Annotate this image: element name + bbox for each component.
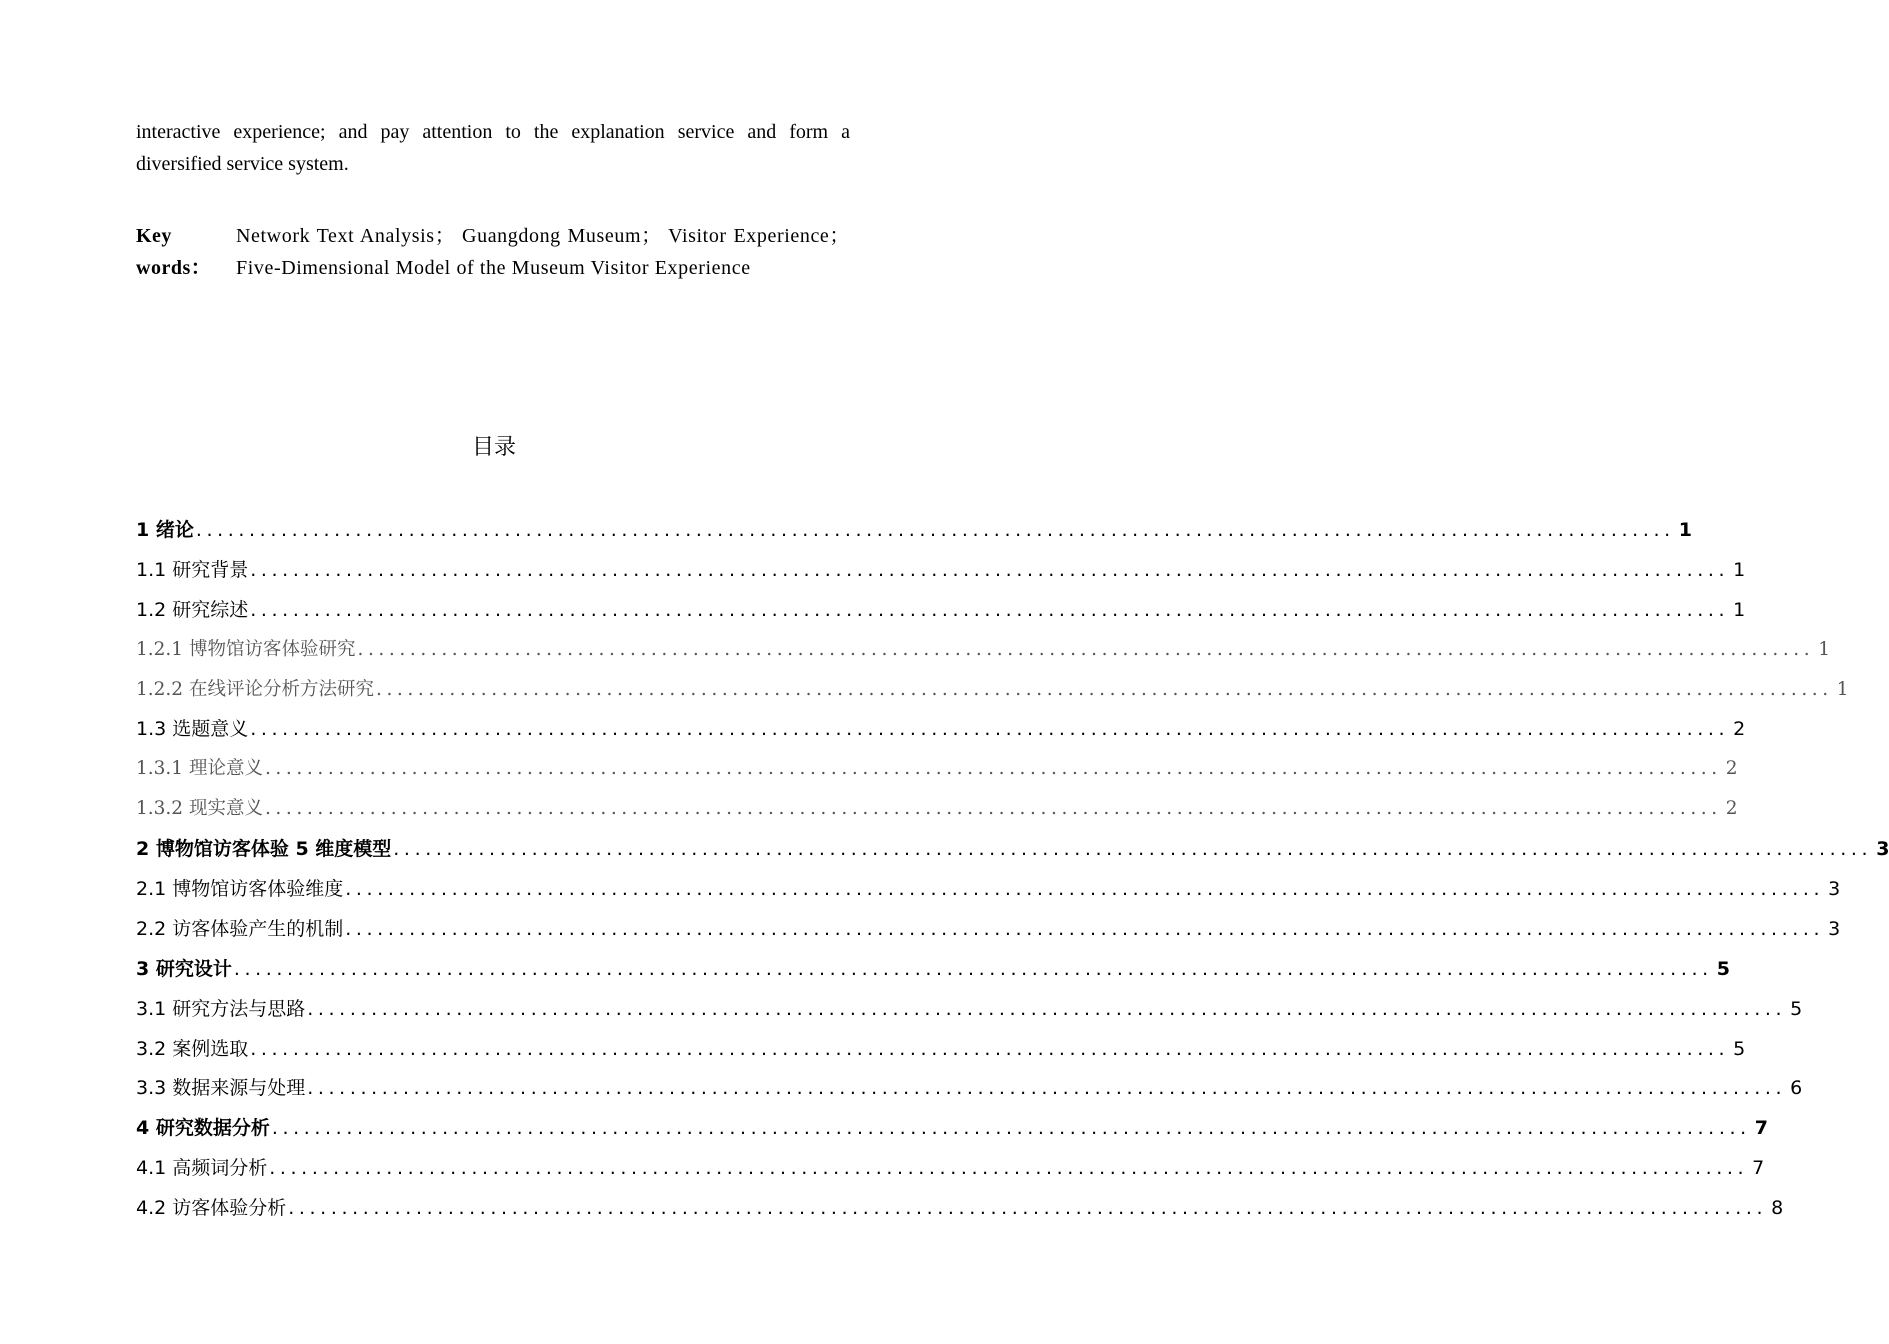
toc-leader-dots: ........................................................................................................................................... [250,598,1730,621]
toc-entry-label: 3.1 研究方法与思路 [136,997,306,1020]
toc-entry-label: 4 研究数据分析 [136,1117,270,1140]
toc-entry[interactable] [136,512,1692,552]
toc-leader-dots: ........................................................................................................................................... [345,878,1825,901]
toc-leader-dots: ........................................................................................................................................... [393,838,1873,861]
toc-entry-page-number: 3 [1828,917,1841,940]
toc-entry-page-number: 5 [1716,957,1730,980]
toc-entry[interactable] [136,831,1889,871]
toc-entry-label: 1.3.1 理论意义 [136,758,263,780]
toc-entry[interactable] [136,1070,1803,1110]
toc-entry-page-number: 5 [1790,997,1803,1020]
toc-leader-dots: ........................................................................................................................................... [357,638,1815,660]
toc-leader-dots: ........................................................................................................................................... [271,1117,1751,1140]
toc-entry[interactable] [136,1110,1768,1150]
toc-entry-page-number: 3 [1828,878,1841,901]
toc-entry[interactable] [136,672,1849,712]
toc-entry-page-number: 7 [1752,1157,1765,1180]
toc-entry-page-number: 1 [1733,558,1746,581]
toc-entry-label: 1 绪论 [136,519,194,541]
toc-leader-dots: ........................................................................................................................................... [250,558,1730,581]
keywords-text: Network Text Analysis； Guangdong Museum； Visitor Experience；Five-Dimensional Model of the Museum Visitor Experience [236,225,850,279]
toc-leader-dots: ........................................................................................................................................... [250,718,1730,741]
toc-leader-dots: ........................................................................................................................................... [264,758,1722,780]
toc-entry-label: 1.2.2 在线评论分析方法研究 [136,678,374,700]
toc-entry[interactable] [136,951,1730,991]
keywords-block [136,220,850,284]
table-of-contents [136,512,1889,1230]
toc-entry-label: 3 研究设计 [136,957,232,980]
toc-entry[interactable] [136,991,1803,1031]
toc-entry-label: 3.2 案例选取 [136,1037,249,1060]
toc-leader-dots: ........................................................................................................................................... [307,997,1787,1020]
toc-entry-page-number: 5 [1733,1037,1746,1060]
toc-entry-page-number: 7 [1754,1117,1768,1140]
toc-entry-page-number: 6 [1790,1077,1803,1100]
toc-entry-label: 2.2 访客体验产生的机制 [136,917,344,940]
toc-entry-label: 1.2 研究综述 [136,598,249,621]
toc-entry[interactable] [136,791,1738,831]
toc-entry-page-number: 8 [1771,1197,1784,1220]
toc-entry-label: 2.1 博物馆访客体验维度 [136,878,344,901]
toc-entry[interactable] [136,1190,1784,1230]
toc-leader-dots: ........................................................................................................................................... [345,917,1825,940]
toc-leader-dots: ........................................................................................................................................... [269,1157,1749,1180]
toc-leader-dots: ........................................................................................................................................... [288,1197,1768,1220]
toc-leader-dots: ........................................................................................................................................... [250,1037,1730,1060]
toc-entry-label: 3.3 数据来源与处理 [136,1077,306,1100]
toc-entry-page-number: 1 [1818,638,1831,660]
toc-entry-page-number: 2 [1733,718,1746,741]
toc-entry-page-number: 1 [1678,519,1692,541]
abstract-paragraph: interactive experience; and pay attention to the explanation service and form a diversified service system. [136,121,850,175]
toc-entry-label: 1.1 研究背景 [136,558,249,581]
toc-entry[interactable] [136,751,1738,791]
toc-leader-dots: ........................................................................................................................................... [375,678,1833,700]
toc-entry-label: 2 博物馆访客体验 5 维度模型 [136,838,392,861]
toc-entry[interactable] [136,911,1841,951]
toc-entry-page-number: 3 [1876,838,1889,861]
toc-entry[interactable] [136,1150,1765,1190]
toc-entry[interactable] [136,552,1746,592]
toc-entry-page-number: 1 [1836,678,1849,700]
toc-entry-page-number: 2 [1725,798,1738,820]
toc-leader-dots: ........................................................................................................................................... [233,957,1713,980]
toc-entry-page-number: 2 [1725,758,1738,780]
toc-entry-label: 1.2.1 博物馆访客体验研究 [136,638,356,660]
toc-leader-dots: ........................................................................................................................................... [307,1077,1787,1100]
toc-entry-label: 1.3.2 现实意义 [136,798,263,820]
toc-title: 目录 [471,435,516,460]
keywords-label: Key words： [136,225,212,279]
toc-entry[interactable] [136,632,1831,672]
toc-entry[interactable] [136,711,1746,751]
toc-leader-dots: ........................................................................................................................................... [264,798,1722,820]
toc-entry[interactable] [136,592,1746,632]
toc-entry-page-number: 1 [1733,598,1746,621]
toc-leader-dots: ........................................................................................................................................... [195,519,1675,541]
toc-entry[interactable] [136,1031,1746,1071]
toc-entry-label: 1.3 选题意义 [136,718,249,741]
toc-entry-label: 4.1 高频词分析 [136,1157,268,1180]
toc-entry[interactable] [136,871,1841,911]
toc-entry-label: 4.2 访客体验分析 [136,1197,287,1220]
